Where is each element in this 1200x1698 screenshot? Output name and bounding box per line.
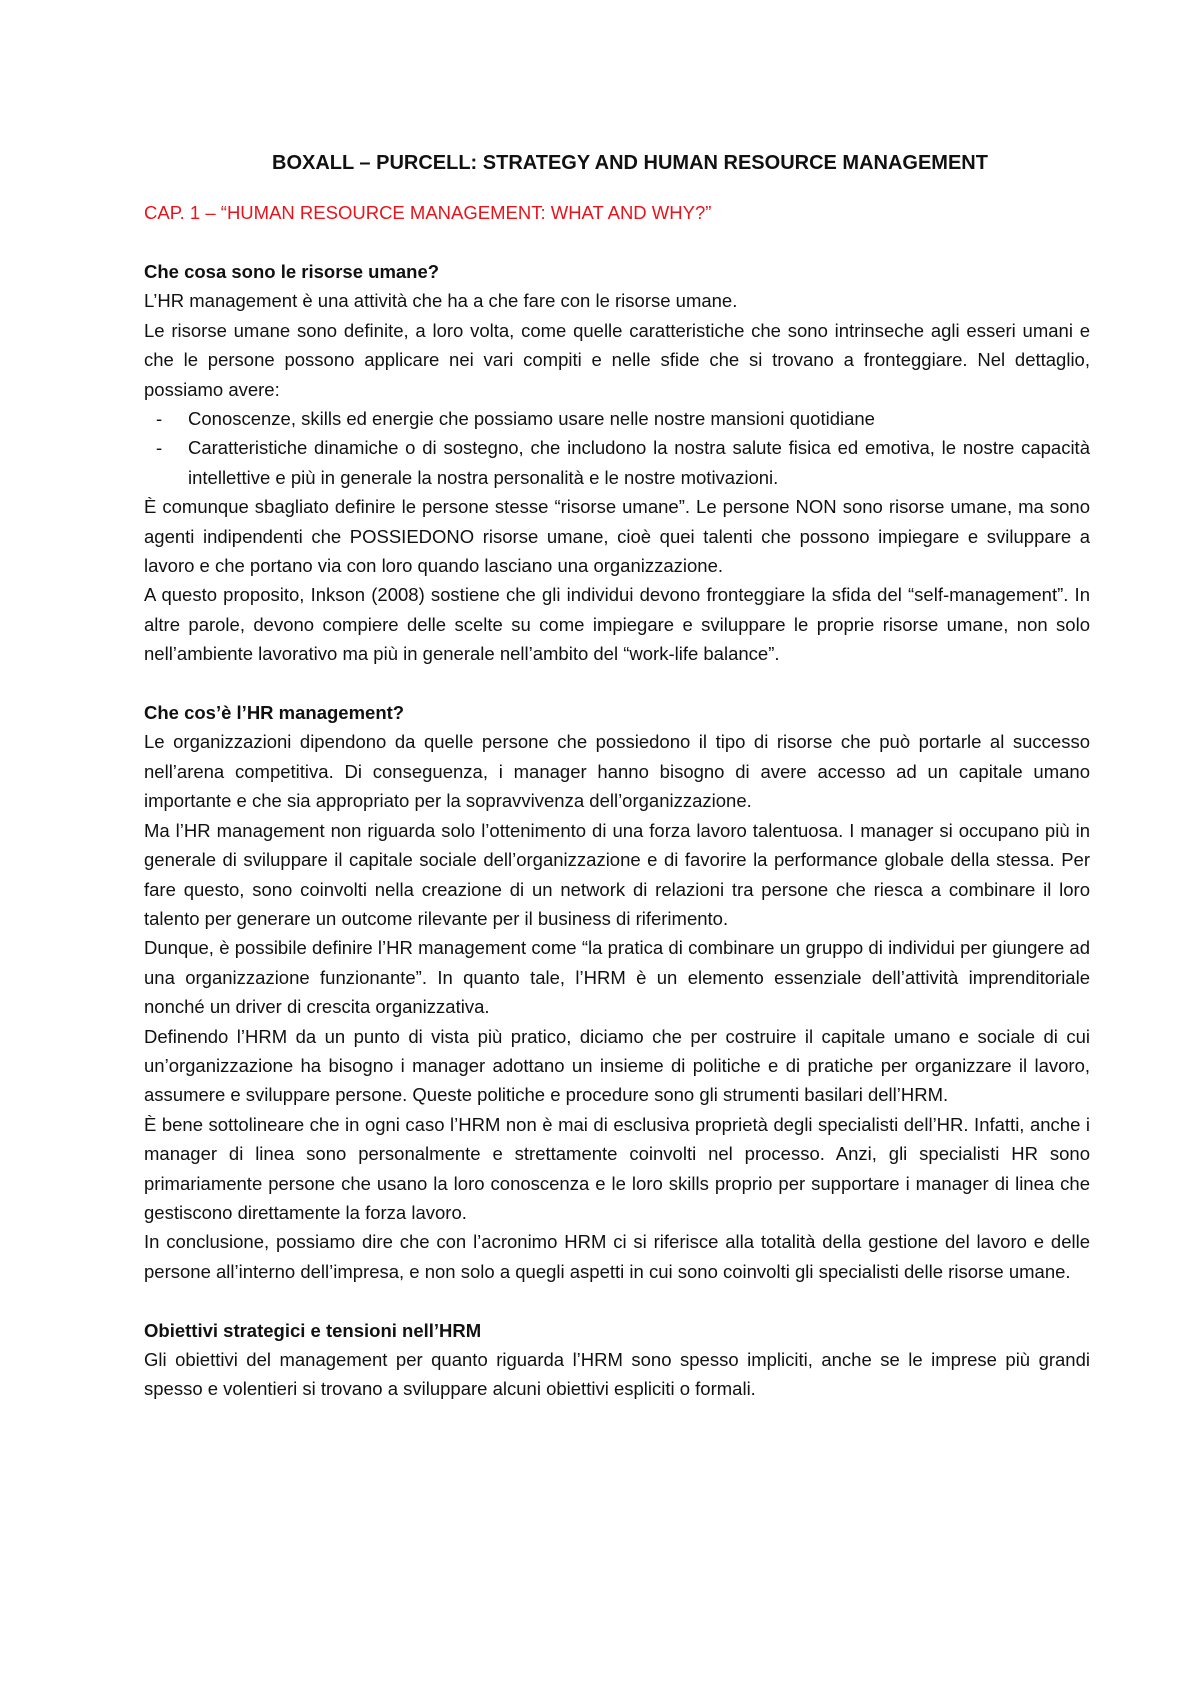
section-heading: Obiettivi strategici e tensioni nell’HRM (144, 1319, 482, 1341)
section-what-is-hr-management (144, 698, 1090, 1286)
section-strategic-objectives (144, 1316, 1090, 1404)
section-heading: Che cosa sono le risorse umane? (144, 261, 440, 282)
bullet-text: Caratteristiche dinamiche o di sostegno, che includono la nostra salute fisica ed emotiva, le nostre capacità intellettive e più in generale la nostra personalità e le nostre motivazioni. (188, 437, 1090, 488)
document-title: BOXALL – PURCELL: STRATEGY AND HUMAN RESOURCE MANAGEMENT (272, 152, 988, 174)
dash-bullet-icon: - (156, 408, 163, 430)
bullet-list (144, 404, 1090, 492)
paragraph: È comunque sbagliato definire le persone stesse “risorse umane”. Le persone NON sono risorse umane, ma sono agenti indipendenti che POSSIEDONO risorse umane, cioè quei talenti che possono impiegare e sviluppare a lavoro e che portano via con loro quando lasciano una organizzazione. (144, 496, 1090, 577)
dash-bullet-icon: - (156, 437, 163, 459)
paragraph: Gli obiettivi del management per quanto riguarda l’HRM sono spesso impliciti, anche se le imprese più grandi spesso e volentieri si trovano a sviluppare alcuni obiettivi espliciti o formali. (144, 1349, 1090, 1400)
paragraph: È bene sottolineare che in ogni caso l’HRM non è mai di esclusiva proprietà degli specialisti dell’HR. Infatti, anche i manager di linea sono personalmente e strettamente coinvolti nel processo. Anzi, gli specialisti HR sono primariamente persone che usano la loro conoscenza e le loro skills proprio per supportare i manager di linea che gestiscono direttamente la forza lavoro. (144, 1113, 1090, 1223)
paragraph: Ma l’HR management non riguarda solo l’ottenimento di una forza lavoro talentuosa. I manager si occupano più in generale di sviluppare il capitale sociale dell’organizzazione e di favorire la performance globale della stessa. Per fare questo, sono coinvolti nella creazione di un network di relazioni tra persone che riesca a combinare il loro talento per generare un outcome rilevante per il business di riferimento. (144, 819, 1090, 929)
bullet-item (156, 404, 1090, 433)
section-what-are-human-resources (144, 257, 1090, 669)
bullet-item (156, 433, 1090, 492)
chapter-heading: CAP. 1 – “HUMAN RESOURCE MANAGEMENT: WHAT AND WHY?” (144, 202, 712, 223)
section-heading: Che cos’è l’HR management? (144, 702, 405, 724)
paragraph: Le organizzazioni dipendono da quelle persone che possiedono il tipo di risorse che può portarle al successo nell’arena competitiva. Di conseguenza, i manager hanno bisogno di avere accesso ad un capitale umano importante e che sia appropriato per la sopravvivenza dell’organizzazione. (144, 731, 1090, 812)
paragraph: In conclusione, possiamo dire che con l’acronimo HRM ci si riferisce alla totalità della gestione del lavoro e delle persone all’interno dell’impresa, e non solo a quegli aspetti in cui sono coinvolti gli specialisti delle risorse umane. (144, 1231, 1090, 1282)
paragraph: Le risorse umane sono definite, a loro volta, come quelle caratteristiche che sono intrinseche agli esseri umani e che le persone possono applicare nei vari compiti e nelle sfide che si trovano a fronteggiare. Nel dettaglio, possiamo avere: (144, 319, 1090, 400)
paragraph: A questo proposito, Inkson (2008) sostiene che gli individui devono fronteggiare la sfida del “self-management”. In altre parole, devono compiere delle scelte su come impiegare e sviluppare le proprie risorse umane, non solo nell’ambiente lavorativo ma più in generale nell’ambito del “work-life balance”. (144, 584, 1090, 665)
bullet-text: Conoscenze, skills ed energie che possiamo usare nelle nostre mansioni quotidiane (188, 408, 875, 430)
paragraph: Dunque, è possibile definire l’HR management come “la pratica di combinare un gruppo di individui per giungere ad una organizzazione funzionante”. In quanto tale, l’HRM è un elemento essenziale dell’attività imprenditoriale nonché un driver di crescita organizzativa. (144, 937, 1090, 1018)
paragraph: Definendo l’HRM da un punto di vista più pratico, diciamo che per costruire il capitale umano e sociale di cui un’organizzazione ha bisogno i manager adottano un insieme di politiche e di pratiche per organizzare il lavoro, assumere e sviluppare persone. Queste politiche e procedure sono gli strumenti basilari dell’HRM. (144, 1025, 1090, 1106)
paragraph: L’HR management è una attività che ha a che fare con le risorse umane. (144, 290, 738, 312)
